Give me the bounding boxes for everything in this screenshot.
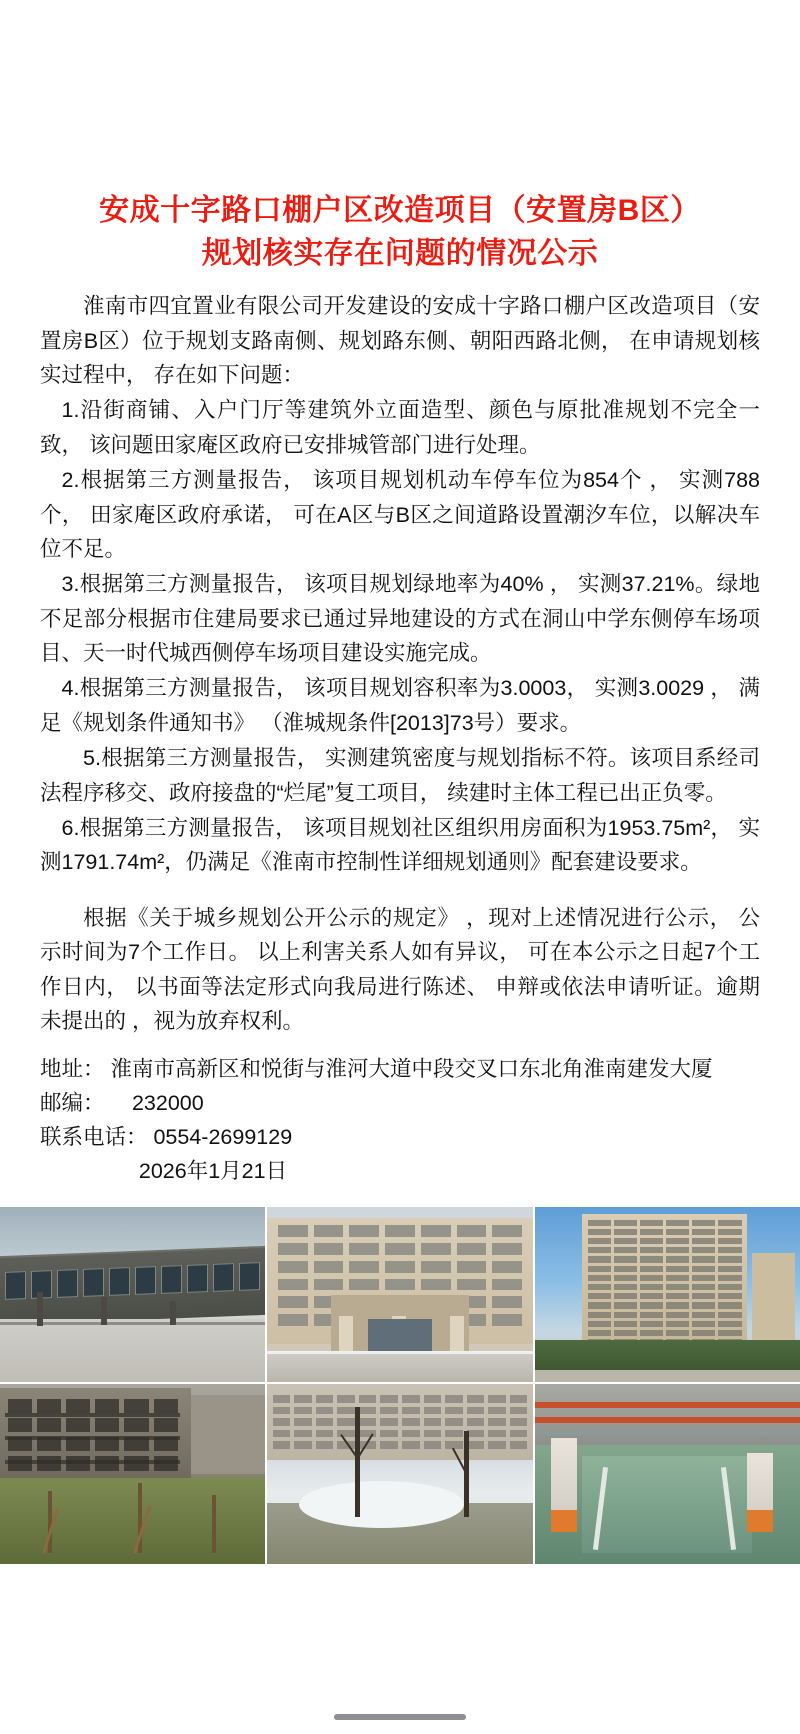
photo-entrance-lobby — [267, 1207, 532, 1382]
sapling — [101, 1297, 107, 1325]
photo-residential-tower — [535, 1207, 800, 1382]
paragraph-item-2: 2.根据第三方测量报告， 该项目规划机动车停车位为854个 ， 实测788个， 田家庵区政府承诺， 可在A区与B区之间道路设置潮汐车位，以解决车位不足。 — [40, 468, 760, 561]
sapling — [170, 1301, 176, 1325]
window-grid — [273, 1395, 528, 1449]
tree-line — [535, 1340, 800, 1372]
contact-block — [0, 1053, 800, 1189]
photo-gallery — [0, 1207, 800, 1564]
window-openings — [8, 1399, 178, 1471]
column-warning-band — [551, 1510, 577, 1532]
pavement — [0, 1319, 265, 1382]
photo-courtyard-snow — [267, 1384, 532, 1564]
pavement — [267, 1354, 532, 1382]
top-spacer — [0, 0, 800, 190]
photo-building-lawn — [0, 1384, 265, 1564]
contact-phone: 联系电话： 0554-2699129 — [40, 1125, 293, 1150]
sprinkler-pipe — [535, 1417, 800, 1423]
paragraph-intro: 淮南市四宜置业有限公司开发建设的安成十字路口棚户区改造项目（安置房B区）位于规划支路南侧、规划路东侧、朝阳西路北侧， 在申请规划核实过程中， 存在如下问题： — [40, 294, 760, 387]
sapling — [37, 1292, 43, 1326]
body-spacer — [40, 881, 760, 901]
home-indicator[interactable] — [334, 1714, 466, 1720]
page-title-line-1: 安成十字路口棚户区改造项目（安置房B区） — [99, 194, 701, 227]
entrance-door — [368, 1319, 432, 1354]
window-grid — [588, 1220, 742, 1346]
contact-address: 地址： 淮南市高新区和悦街与淮河大道中段交叉口东北角淮南建发大厦 — [40, 1057, 713, 1082]
paragraph-item-5: 5.根据第三方测量报告， 实测建筑密度与规划指标不符。该项目系经司法程序移交、政府接盘的“烂尾”复工项目， 续建时主体工程已出正负零。 — [40, 746, 760, 805]
paragraph-notice: 根据《关于城乡规划公开公示的规定》 ，现对上述情况进行公示， 公示时间为7个工作日。 以上利害关系人如有异议， 可在本公示之日起7个工作日内， 以书面等法定形式向我局进行陈述、 申辩或依法申请听证。逾期未提出的 ，视为放弃权利。 — [40, 905, 760, 1033]
document-body — [0, 289, 800, 1053]
roadway — [535, 1370, 800, 1382]
snow-patch — [299, 1481, 464, 1528]
paragraph-item-3: 3.根据第三方测量报告， 该项目规划绿地率为40% ， 实测37.21%。绿地不足部分根据市住建局要求已通过异地建设的方式在洞山中学东侧停车场项目、天一时代城西侧停车场项目建设实施完成。 — [40, 572, 760, 666]
photo-street-shops — [0, 1207, 265, 1382]
publish-date: 2026年1月21日 — [138, 1159, 288, 1184]
sapling — [212, 1495, 216, 1553]
sprinkler-pipe — [535, 1402, 800, 1408]
paragraph-item-1: 1.沿街商铺、入户门厅等建筑外立面造型、颜色与原批准规划不完全一致， 该问题田家庵区政府已安排城管部门进行处理。 — [40, 398, 760, 457]
paragraph-item-4: 4.根据第三方测量报告， 该项目规划容积率为3.0003， 实测3.0029 ， 满足《规划条件通知书》 （淮城规条件[2013]73号）要求。 — [40, 676, 760, 735]
bare-tree-trunk — [464, 1431, 469, 1517]
bare-tree-trunk — [355, 1407, 360, 1517]
photo-parking-garage — [535, 1384, 800, 1564]
bottom-spacer — [0, 1564, 800, 1634]
column-warning-band — [747, 1510, 773, 1532]
notice-spacer — [40, 1039, 760, 1053]
adjacent-block — [752, 1253, 794, 1351]
garage-ceiling — [535, 1384, 800, 1445]
page-title — [0, 190, 800, 275]
photo-row-bottom — [0, 1384, 800, 1564]
adjacent-block — [186, 1395, 266, 1474]
ventilation-duct — [535, 1431, 800, 1435]
paragraph-item-6: 6.根据第三方测量报告， 该项目规划社区组织用房面积为1953.75m²， 实测1791.74m²，仍满足《淮南市控制性详细规划通则》配套建设要求。 — [40, 816, 760, 875]
contact-postcode: 邮编： 232000 — [40, 1091, 204, 1116]
page-title-line-2: 规划核实存在问题的情况公示 — [201, 236, 599, 270]
photo-row-top — [0, 1207, 800, 1382]
